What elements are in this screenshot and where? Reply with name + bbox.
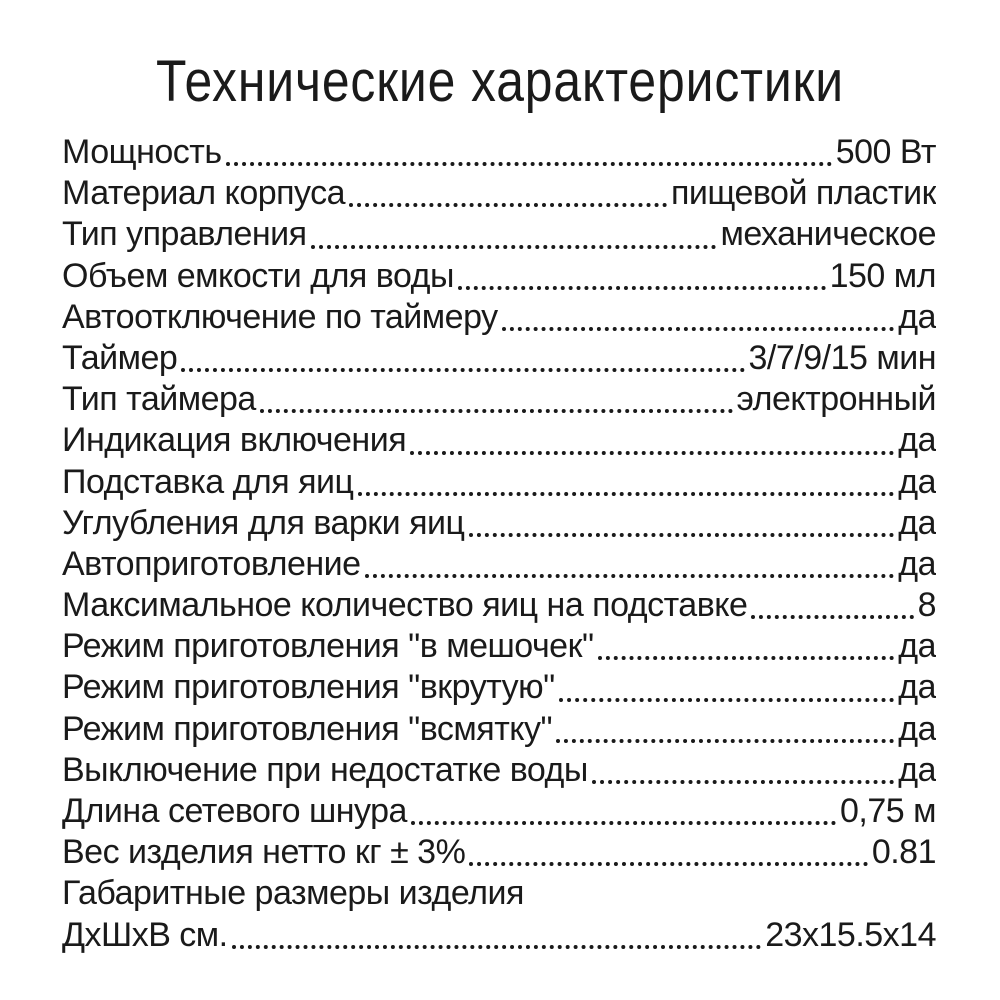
dot-leader bbox=[556, 739, 894, 743]
dot-leader bbox=[502, 327, 895, 331]
dot-leader bbox=[458, 286, 826, 290]
spec-row bbox=[62, 915, 936, 956]
page-title: Технические характеристики bbox=[156, 49, 844, 114]
spec-row bbox=[62, 379, 936, 420]
spec-label: Максимальное количество яиц на подставке bbox=[62, 586, 748, 625]
dot-leader bbox=[311, 245, 717, 249]
dot-leader bbox=[410, 451, 894, 455]
spec-value: 150 мл bbox=[829, 256, 936, 295]
dot-leader bbox=[411, 821, 836, 825]
spec-value: 0.81 bbox=[871, 833, 936, 872]
spec-row bbox=[62, 585, 936, 626]
spec-label: Выключение при недостатке воды bbox=[62, 750, 588, 789]
spec-list bbox=[62, 132, 936, 956]
spec-row bbox=[62, 214, 936, 255]
spec-label: Автоотключение по таймеру bbox=[62, 297, 498, 336]
spec-value: да bbox=[898, 421, 936, 460]
spec-label: Индикация включения bbox=[62, 421, 407, 460]
dot-leader bbox=[598, 656, 895, 660]
spec-row bbox=[62, 667, 936, 708]
spec-label: Автоприготовление bbox=[62, 544, 361, 583]
spec-label: Таймер bbox=[62, 338, 178, 377]
spec-label: Вес изделия нетто кг ± 3% bbox=[62, 833, 466, 872]
dot-leader bbox=[232, 945, 762, 949]
spec-label: Материал корпуса bbox=[62, 174, 346, 213]
spec-label: Режим приготовления "всмятку" bbox=[62, 709, 553, 748]
spec-label: Углубления для варки яиц bbox=[62, 503, 465, 542]
dot-leader bbox=[349, 203, 667, 207]
spec-value: 500 Вт bbox=[835, 133, 936, 171]
spec-row bbox=[62, 750, 936, 791]
spec-row bbox=[62, 544, 936, 585]
spec-value: электронный bbox=[736, 380, 936, 419]
spec-row bbox=[62, 873, 936, 914]
spec-value: да bbox=[898, 627, 936, 666]
spec-row bbox=[62, 338, 936, 379]
spec-label: ДхШхВ см. bbox=[62, 915, 228, 954]
dot-leader bbox=[751, 615, 913, 619]
dot-leader bbox=[365, 574, 895, 578]
spec-value: механическое bbox=[720, 215, 936, 254]
spec-value: да bbox=[898, 462, 936, 501]
spec-row bbox=[62, 503, 936, 544]
dot-leader bbox=[358, 492, 895, 496]
spec-value: да bbox=[898, 544, 936, 583]
spec-row bbox=[62, 791, 936, 832]
dot-leader bbox=[469, 533, 895, 537]
spec-value: 3/7/9/15 мин bbox=[748, 338, 936, 377]
spec-row bbox=[62, 132, 936, 173]
dot-leader bbox=[559, 698, 895, 702]
spec-value: да bbox=[898, 503, 936, 542]
dot-leader bbox=[260, 409, 733, 413]
spec-label: Тип управления bbox=[62, 215, 307, 254]
dot-leader bbox=[181, 368, 744, 372]
spec-label: Объем емкости для воды bbox=[62, 256, 454, 295]
spec-row bbox=[62, 832, 936, 873]
spec-value: да bbox=[898, 709, 936, 748]
spec-label: Подставка для яиц bbox=[62, 462, 354, 501]
spec-label: Габаритные размеры изделия bbox=[62, 874, 524, 913]
spec-row bbox=[62, 297, 936, 338]
spec-value: да bbox=[898, 297, 936, 336]
spec-value: да bbox=[898, 668, 936, 707]
spec-row bbox=[62, 256, 936, 297]
spec-label: Тип таймера bbox=[62, 380, 256, 419]
spec-label: Мощность bbox=[62, 133, 222, 171]
spec-value: 0,75 м bbox=[840, 792, 936, 830]
spec-row bbox=[62, 709, 936, 750]
dot-leader bbox=[226, 162, 832, 166]
spec-row bbox=[62, 420, 936, 461]
spec-label: Длина сетевого шнура bbox=[62, 792, 407, 830]
spec-label: Режим приготовления "в мешочек" bbox=[62, 627, 594, 666]
dot-leader bbox=[592, 780, 894, 784]
spec-value: 8 bbox=[917, 586, 936, 625]
spec-label: Режим приготовления "вкрутую" bbox=[62, 668, 555, 707]
spec-row bbox=[62, 626, 936, 667]
spec-value: да bbox=[898, 750, 936, 789]
dot-leader bbox=[469, 862, 867, 866]
spec-row bbox=[62, 462, 936, 503]
spec-row bbox=[62, 173, 936, 214]
spec-value: пищевой пластик bbox=[670, 174, 936, 213]
spec-value: 23х15.5х14 bbox=[765, 915, 936, 954]
